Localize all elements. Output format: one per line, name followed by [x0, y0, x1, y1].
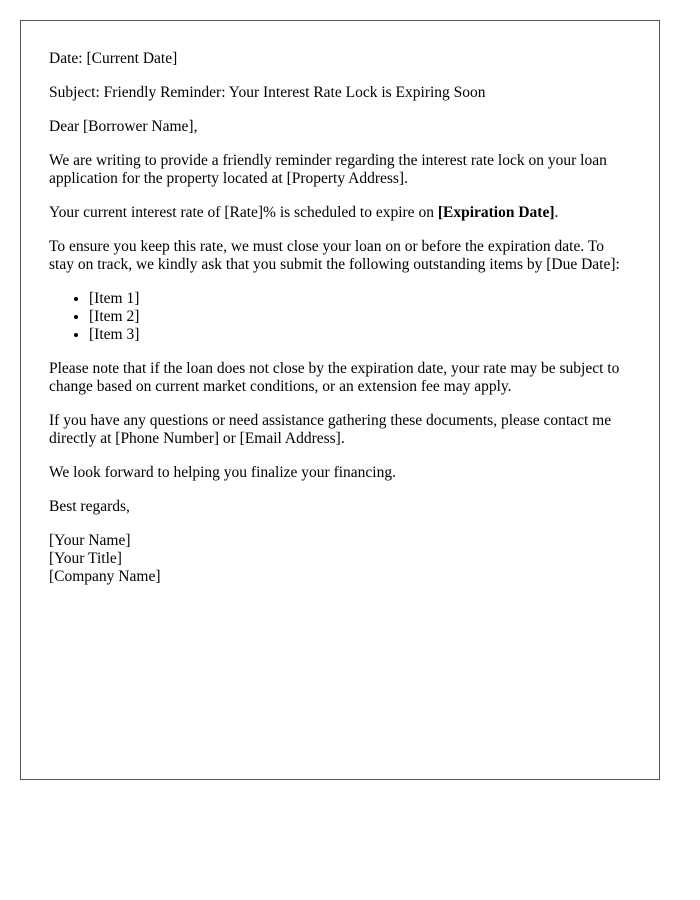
date-line: Date: [Current Date]: [49, 50, 178, 67]
salutation: Dear [Borrower Name],: [49, 118, 198, 135]
intro-paragraph: We are writing to provide a friendly reminder regarding the interest rate lock on your loan application for the property located at [Property Address].: [49, 152, 607, 187]
list-item: • [Item 1]: [89, 290, 631, 308]
signature-block: [49, 532, 631, 586]
note-paragraph: Please note that if the loan does not close by the expiration date, your rate may be subject to change based on current market conditions, or an extension fee may apply.: [49, 360, 620, 395]
expiration-date: [Expiration Date]: [437, 204, 555, 221]
signature-company: [Company Name]: [49, 568, 161, 585]
closing-paragraph: We look forward to helping you finalize your financing.: [49, 464, 396, 481]
outstanding-items-list: [49, 290, 631, 344]
signature-title: [Your Title]: [49, 550, 122, 567]
rate-paragraph: [49, 204, 631, 222]
signature-name: [Your Name]: [49, 532, 131, 549]
rate-paragraph-suffix: .: [554, 204, 559, 221]
items-request-paragraph: To ensure you keep this rate, we must close your loan on or before the expiration date. To stay on track, we kindly ask that you submit the following outstanding items by [Due Date]:: [49, 238, 620, 273]
contact-paragraph: If you have any questions or need assistance gathering these documents, please contact me directly at [Phone Number] or [Email Address].: [49, 412, 612, 447]
list-item: • [Item 3]: [89, 326, 631, 344]
subject-line: Subject: Friendly Reminder: Your Interest Rate Lock is Expiring Soon: [49, 84, 486, 101]
signoff: Best regards,: [49, 498, 130, 515]
list-item: • [Item 2]: [89, 308, 631, 326]
letter-page: [20, 20, 660, 780]
rate-paragraph-prefix: Your current interest rate of [Rate]% is scheduled to expire on: [49, 204, 438, 221]
